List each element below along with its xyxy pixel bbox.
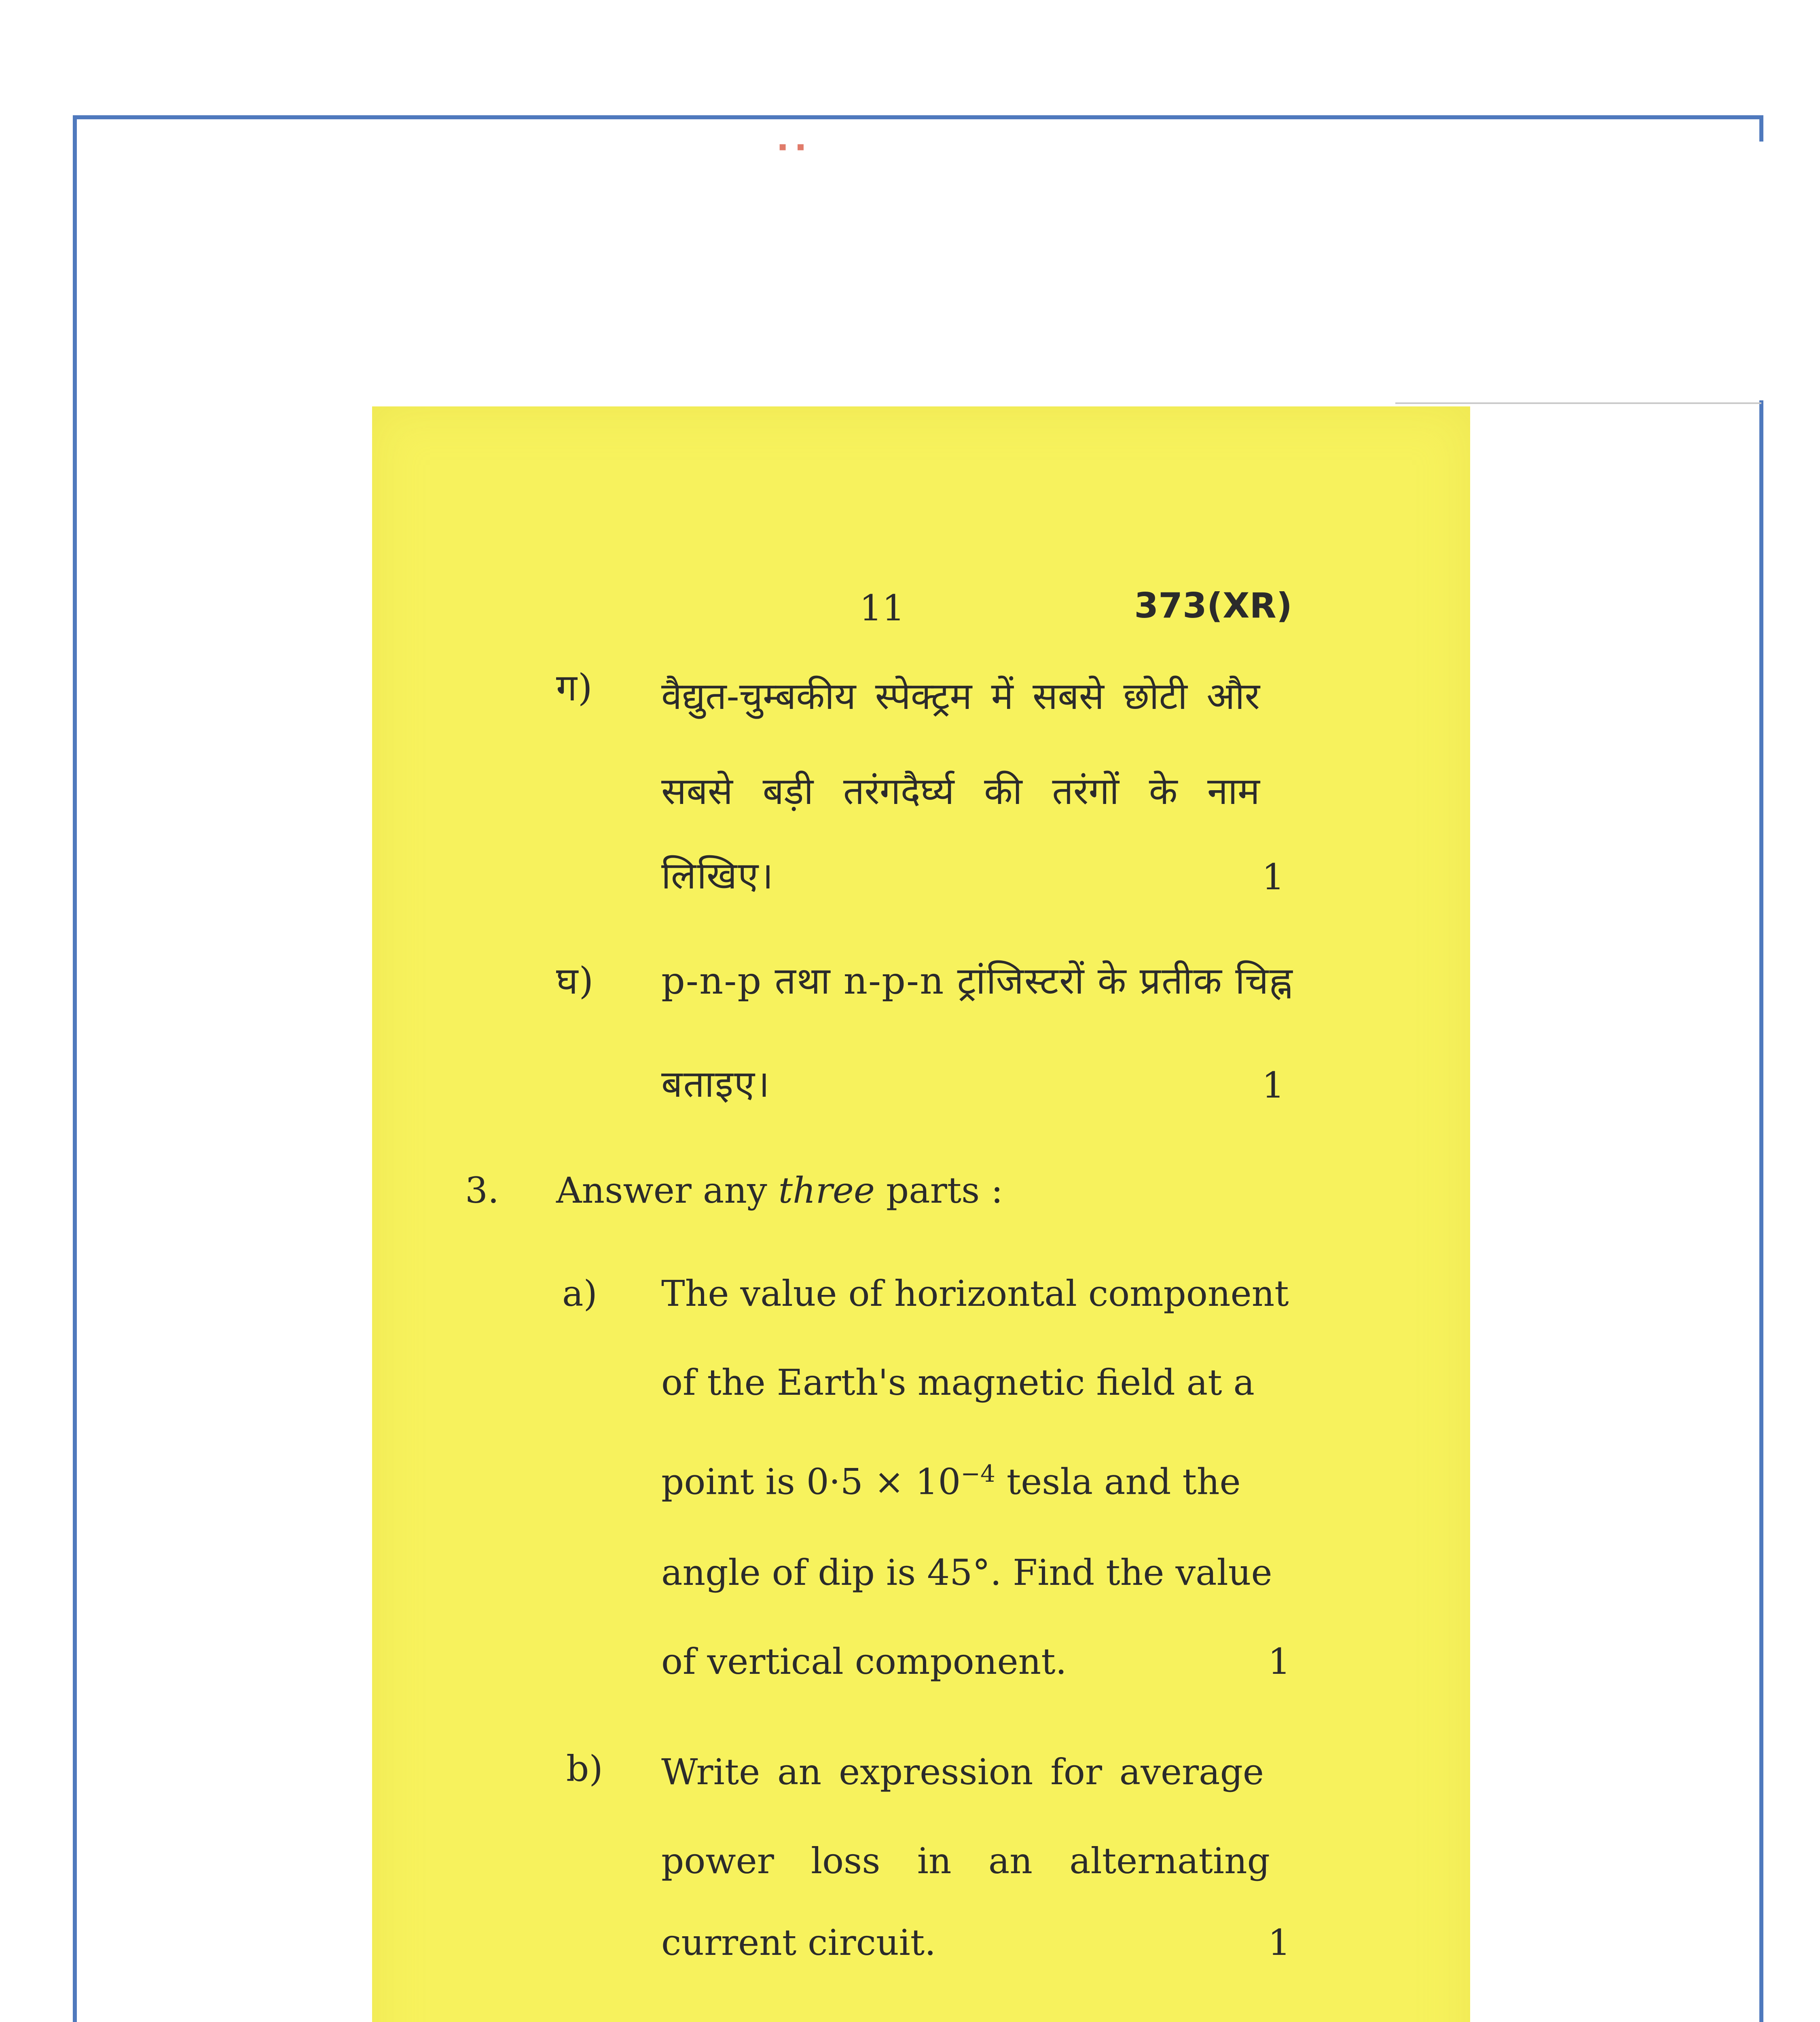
part-a-label: a) <box>562 1273 597 1314</box>
frame-gap <box>1755 142 1763 400</box>
part-b-label: b) <box>566 1748 603 1789</box>
exam-page-scan <box>372 406 1470 2022</box>
page-frame-left <box>73 115 77 2022</box>
part-a-line-3: point is $0\cdot 5 \times 10^{-4}$ tesla and the <box>661 1460 1241 1503</box>
page-number: 11 <box>859 587 905 629</box>
page-frame-right <box>1759 115 1763 2022</box>
part-g-line-2: सबसे बड़ी तरंगदैर्घ्य की तरंगों के नाम <box>661 770 1260 813</box>
part-a-line-2: of the Earth's magnetic field at a <box>661 1362 1255 1403</box>
question-3-number: 3. <box>465 1170 499 1211</box>
part-b-line-1: Write an expression for average <box>661 1751 1264 1793</box>
part-gh-label: घ) <box>556 959 595 1003</box>
part-g-marks: 1 <box>1262 856 1285 898</box>
part-g-label: ग) <box>556 666 593 709</box>
part-a-line-1: The value of horizontal component <box>661 1273 1289 1314</box>
page-frame-top <box>73 115 1763 119</box>
header-rule <box>1395 402 1761 404</box>
part-gh-line-1: p-n-p तथा n-p-n ट्रांजिस्टरों के प्रतीक चिह्न <box>661 959 1293 1003</box>
part-b-line-3: current circuit. <box>661 1922 936 1963</box>
part-a-line-5: of vertical component. <box>661 1641 1067 1682</box>
part-a-line-4: angle of dip is 45°. Find the value <box>661 1552 1272 1593</box>
scan-artifact: ▪▪ <box>779 140 815 154</box>
part-g-line-1: वैद्युत-चुम्बकीय स्पेक्ट्रम में सबसे छोटी और <box>661 675 1260 718</box>
part-g-line-3: लिखिए। <box>661 854 775 897</box>
part-gh-marks: 1 <box>1262 1064 1285 1106</box>
part-b-line-2: power loss in an alternating <box>661 1840 1270 1882</box>
question-3-instruction: Answer any three parts : <box>556 1170 1003 1211</box>
part-gh-line-2: बताइए। <box>661 1062 770 1106</box>
paper-code: 373(XR) <box>1134 586 1292 626</box>
part-b-marks: 1 <box>1268 1922 1291 1963</box>
part-a-marks: 1 <box>1268 1641 1291 1682</box>
